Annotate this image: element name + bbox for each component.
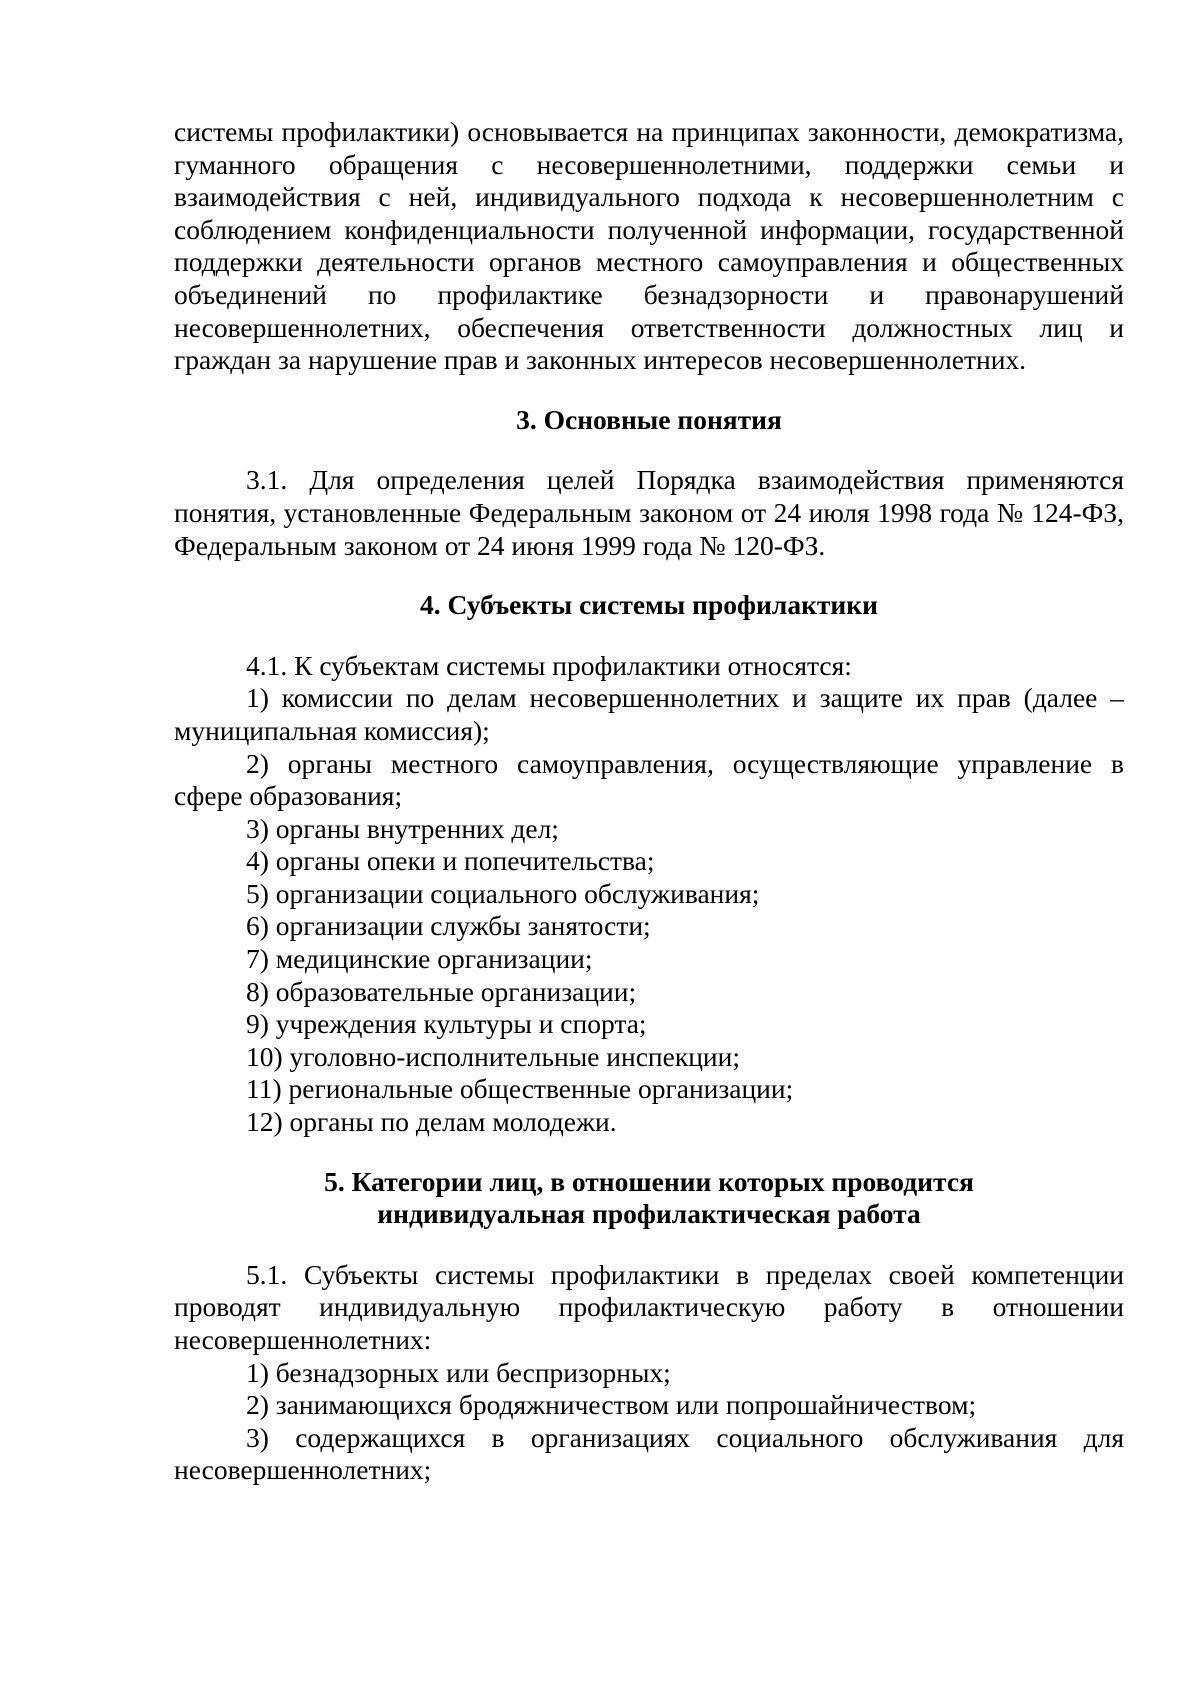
spacer (174, 562, 1124, 589)
section-4-heading: 4. Субъекты системы профилактики (420, 589, 878, 621)
list-item: 3) органы внутренних дел; (246, 812, 559, 844)
section-5-heading-line-2: индивидуальная профилактическая работа (377, 1198, 921, 1230)
list-item: 2) органы местного самоуправления, осуществляющие управление в сфере образования; (174, 747, 1124, 812)
list-item: 10) уголовно-исполнительные инспекции; (246, 1040, 741, 1072)
list-item: 6) организации службы занятости; (246, 910, 651, 942)
section-4-paragraph-1: 4.1. К субъектам системы профилактики относятся: (246, 649, 852, 681)
section-5-heading (174, 1166, 1124, 1231)
spacer (174, 436, 1124, 464)
section-3-heading: 3. Основные понятия (516, 403, 782, 435)
section-3-paragraph-1: 3.1. Для определения целей Порядка взаимодействия применяются понятия, установленные Федеральным законом от 24 июля 1998 года № 124-ФЗ, Федеральным законом от 24 июня 1999 года № 120-ФЗ. (174, 464, 1124, 561)
list-item: 7) медицинские организации; (246, 943, 593, 975)
list-item: 2) занимающихся бродяжничеством или попрошайничеством; (246, 1389, 977, 1421)
spacer (174, 622, 1124, 650)
list-item: 11) региональные общественные организации; (246, 1073, 794, 1105)
intro-paragraph: системы профилактики) основывается на принципах законности, демократизма, гуманного обращения с несовершеннолетними, поддержки семьи и взаимодействия с ней, индивидуального подхода к несовершеннолетним с соблюдением конфиденциальности полученной информации, государственной поддержки деятельности органов местного самоуправления и общественных объединений по профилактике безнадзорности и правонарушений несовершеннолетних, обеспечения ответственности должностных лиц и граждан за нарушение прав и законных интересов несовершеннолетних. (174, 116, 1124, 376)
spacer (174, 377, 1124, 404)
list-item: 12) органы по делам молодежи. (246, 1106, 617, 1138)
section-5-heading-line-1: 5. Категории лиц, в отношении которых проводится (324, 1165, 974, 1197)
list-item: 1) комиссии по делам несовершеннолетних и защите их прав (далее – муниципальная комиссия); (174, 682, 1124, 746)
list-item: 3) содержащихся в организациях социального обслуживания для несовершеннолетних; (174, 1421, 1124, 1486)
list-item: 5) организации социального обслуживания; (246, 877, 760, 909)
list-item: 9) учреждения культуры и спорта; (246, 1008, 647, 1040)
spacer (174, 1139, 1124, 1166)
section-5-paragraph-1: 5.1. Субъекты системы профилактики в пределах своей компетенции проводят индивидуальную профилактическую работу в отношении несовершеннолетних: (174, 1258, 1124, 1355)
list-item: 1) безнадзорных или беспризорных; (246, 1356, 671, 1388)
list-item: 4) органы опеки и попечительства; (246, 845, 655, 877)
spacer (174, 1231, 1124, 1259)
document-content (174, 116, 1124, 1487)
list-item: 8) образовательные организации; (246, 975, 637, 1007)
